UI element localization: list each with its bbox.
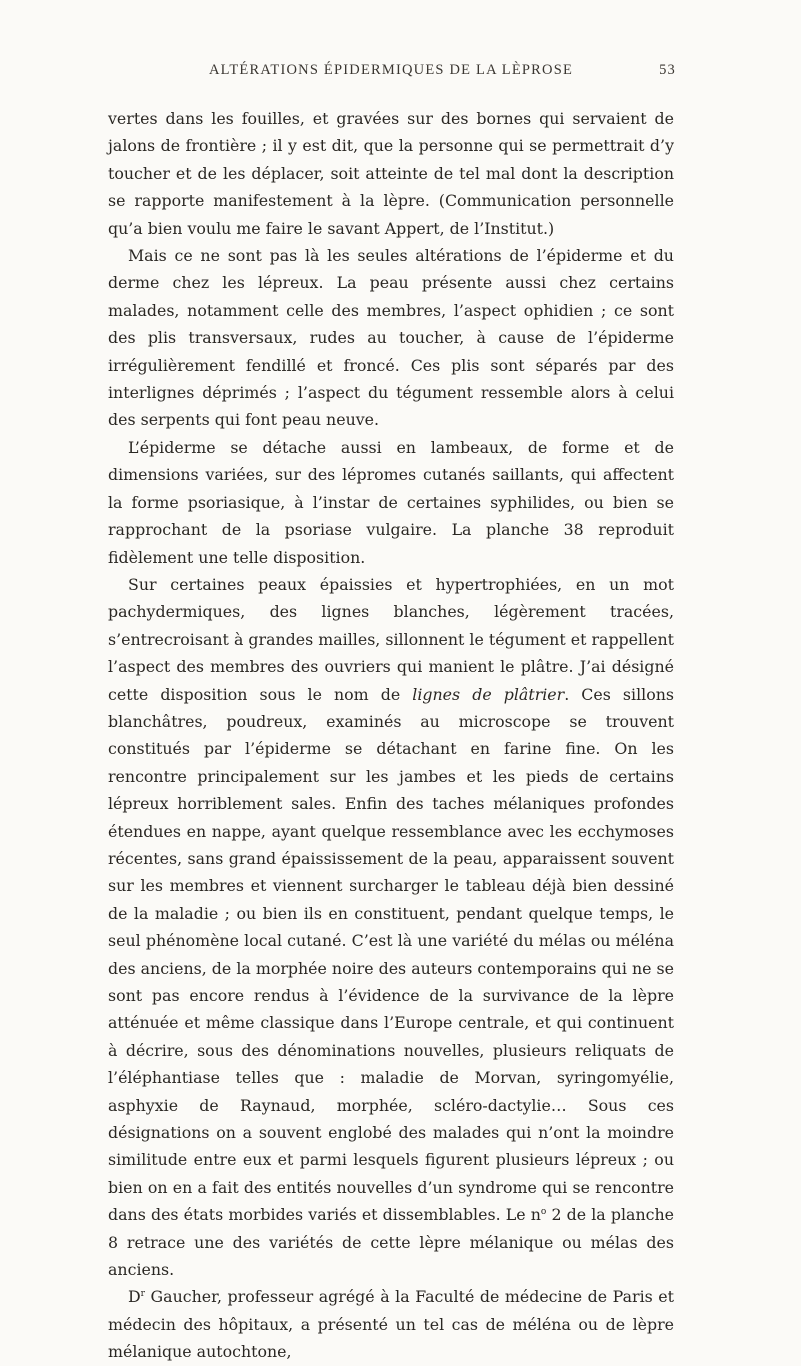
- page-number: 53: [659, 62, 676, 78]
- paragraph-4-text-after: . Ces sillons blanchâtres, poudreux, examinés au microscope se trouvent constitués par l’épiderme se détachant en farine fine. On les rencontre principalement sur les jambes et les pieds de certains lépreux horriblement sales. Enfin des taches mélaniques profondes étendues en nappe, ayant quelque ressemblance avec les ecchymoses récentes, sans grand épaississement de la peau, apparaissent souvent sur les membres et viennent surcharger le tableau déjà bien dessiné de la maladie ; ou bien ils en constituent, pendant quelque temps, le seul phénomène local cutané. C’est là une variété du mélas ou méléna des anciens, de la morphée noire des auteurs contemporains qui ne se sont pas encore rendus à l’évidence de la survivance de la lèpre atténuée et même classique dans l’Europe centrale, et qui continuent à décrire, sous des dénominations nouvelles, plusieurs reliquats de l’éléphantiase telles que : maladie de Morvan, syringomyélie, asphyxie de Raynaud, morphée, scléro-dactylie… Sous ces désignations on a souvent englobé des malades qui n’ont la moindre similitude entre eux et parmi lesquels figurent plusieurs lépreux ; ou bien on en a fait des entités nouvelles d’un syndrome qui se rencontre dans des états morbides variés et dissemblables. Le: [108, 684, 674, 1225]
- running-head: [108, 62, 674, 88]
- term-lignes-de-platrier: lignes de plâtrier: [412, 684, 565, 704]
- body-text: [108, 105, 674, 1366]
- paragraph-1: vertes dans les fouilles, et gravées sur des bornes qui servaient de jalons de frontière ; il y est dit, que la personne qui se permettrait d’y toucher et de les déplacer, soit atteinte de tel mal dont la description se rapporte manifestement à la lèpre. (Communication personnelle qu’a bien voulu me faire le savant Appert, de l’Institut.): [108, 109, 674, 238]
- running-head-title: ALTÉRATIONS ÉPIDERMIQUES DE LA LÈPROSE: [208, 62, 574, 78]
- paragraph-4-text-end: 2 de la planche 8 retrace une des variétés de cette lèpre mélanique ou mélas des anciens.: [108, 1205, 674, 1280]
- paragraph-5-text: Gaucher, professeur agrégé à la Faculté de médecine de Paris et médecin des hôpitaux, a présenté un tel cas de méléna ou de lèpre mélanique autochtone,: [108, 1287, 674, 1362]
- paragraph-2: Mais ce ne sont pas là les seules altérations de l’épiderme et du derme chez les lépreux. La peau présente aussi chez certains malades, notamment celle des membres, l’aspect ophidien ; ce sont des plis transversaux, rudes au toucher, à cause de l’épiderme irrégulièrement fendillé et froncé. Ces plis sont séparés par des interlignes déprimés ; l’aspect du tégument ressemble alors à celui des serpents qui font peau neuve.: [108, 246, 674, 430]
- numero-superscript: o: [540, 1207, 547, 1218]
- paragraph-4: [108, 571, 674, 1284]
- numero-abbrev: n: [530, 1205, 541, 1225]
- paragraph-5: [108, 1283, 674, 1365]
- book-page: [108, 62, 674, 1366]
- doctor-superscript: r: [140, 1289, 145, 1300]
- paragraph-4-text-before: Sur certaines peaux épaissies et hypertrophiées, en un mot pachydermiques, des lignes blanches, légèrement tracées, s’entrecroisant à grandes mailles, sillonnent le tégument et rappellent l’aspect des membres des ouvriers qui manient le plâtre. J’ai désigné cette disposition sous le nom de: [108, 574, 674, 704]
- doctor-abbrev: D: [128, 1287, 141, 1307]
- paragraph-3: L’épiderme se détache aussi en lambeaux, de forme et de dimensions variées, sur des lépromes cutanés saillants, qui affectent la forme psoriasique, à l’instar de certaines syphilides, ou bien se rapprochant de la psoriase vulgaire. La planche 38 reproduit fidèlement une telle disposition.: [108, 437, 674, 567]
